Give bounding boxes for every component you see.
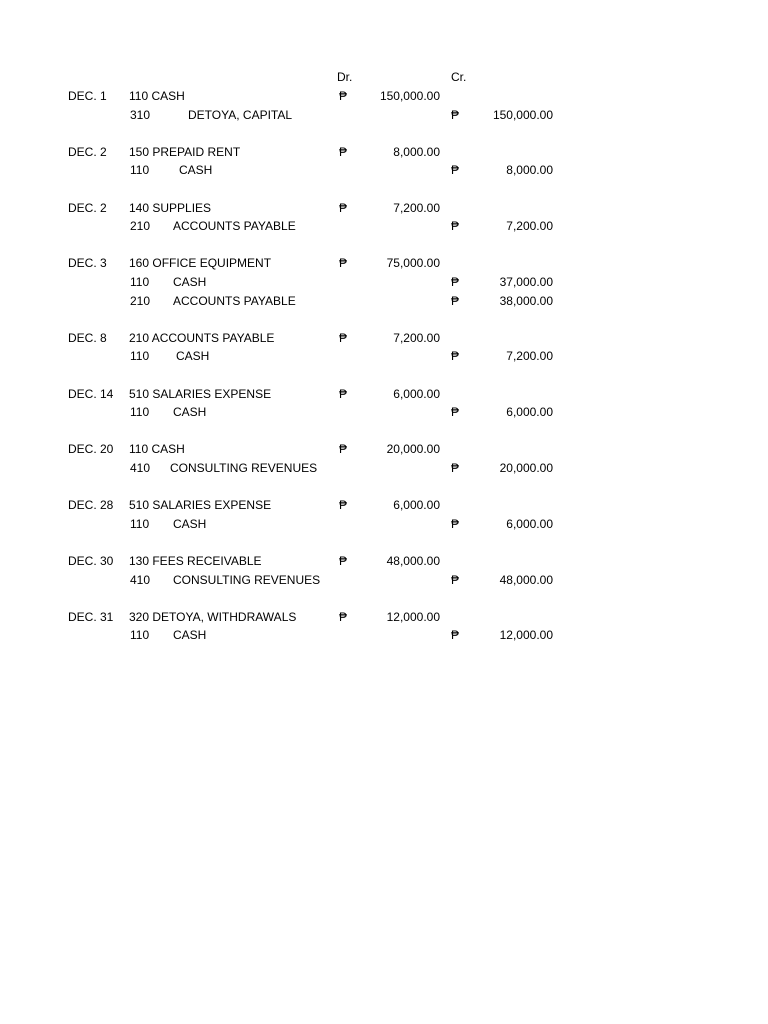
debit-peso-sign: ₱ xyxy=(339,609,348,624)
credit-peso-sign: ₱ xyxy=(451,349,460,364)
credit-account-name: ACCOUNTS PAYABLE xyxy=(173,219,296,234)
credit-peso-sign: ₱ xyxy=(451,516,460,531)
credit-account-name: CASH xyxy=(173,516,207,531)
debit-account: 110 CASH xyxy=(129,89,185,103)
credit-account-code: 110 xyxy=(130,163,150,178)
credit-peso-sign: ₱ xyxy=(451,107,460,122)
debit-account: 320 DETOYA, WITHDRAWALS xyxy=(129,609,297,624)
credit-amount: 8,000.00 xyxy=(506,163,553,178)
debit-amount: 6,000.00 xyxy=(393,498,440,513)
credit-account-name: CONSULTING REVENUES xyxy=(170,461,318,475)
credit-account-name: DETOYA, CAPITAL xyxy=(188,107,293,122)
credit-peso-sign: ₱ xyxy=(451,461,460,475)
debit-amount: 7,200.00 xyxy=(393,200,440,215)
credit-amount: 37,000.00 xyxy=(499,275,553,289)
credit-amount: 6,000.00 xyxy=(506,405,553,420)
credit-account-code: 310 xyxy=(130,107,151,122)
credit-amount: 150,000.00 xyxy=(492,107,553,122)
debit-account: 150 PREPAID RENT xyxy=(129,144,241,159)
debit-amount: 75,000.00 xyxy=(386,256,440,271)
entry-date: DEC. 31 xyxy=(68,609,114,624)
credit-account-name: CASH xyxy=(173,628,207,643)
entry-date: DEC. 30 xyxy=(68,554,114,568)
debit-amount: 7,200.00 xyxy=(393,330,440,345)
credit-account-name: CASH xyxy=(173,405,207,420)
debit-amount: 8,000.00 xyxy=(393,144,440,159)
credit-account-code: 210 xyxy=(130,219,151,234)
debit-amount: 6,000.00 xyxy=(393,386,440,401)
credit-account-code: 410 xyxy=(130,572,151,587)
credit-peso-sign: ₱ xyxy=(451,293,460,308)
debit-amount: 150,000.00 xyxy=(379,89,440,103)
debit-amount: 20,000.00 xyxy=(386,442,440,457)
credit-peso-sign: ₱ xyxy=(451,219,460,234)
credit-amount: 7,200.00 xyxy=(506,219,553,234)
debit-account: 210 ACCOUNTS PAYABLE xyxy=(129,330,275,345)
entry-date: DEC. 14 xyxy=(68,386,114,401)
credit-account-code: 110 xyxy=(130,349,150,364)
credit-header: Cr. xyxy=(451,70,467,84)
entry-date: DEC. 20 xyxy=(68,442,114,457)
credit-peso-sign: ₱ xyxy=(451,628,460,643)
credit-amount: 7,200.00 xyxy=(506,349,553,364)
debit-peso-sign: ₱ xyxy=(339,144,348,159)
credit-peso-sign: ₱ xyxy=(451,163,460,178)
credit-account-name: CASH xyxy=(179,163,213,178)
entry-date: DEC. 3 xyxy=(68,256,107,271)
debit-account: 510 SALARIES EXPENSE xyxy=(129,386,272,401)
credit-amount: 20,000.00 xyxy=(499,461,553,475)
debit-peso-sign: ₱ xyxy=(339,498,348,513)
credit-amount: 48,000.00 xyxy=(499,572,553,587)
credit-amount: 38,000.00 xyxy=(499,293,553,308)
debit-account: 160 OFFICE EQUIPMENT xyxy=(129,256,272,271)
credit-account-code: 110 xyxy=(130,275,150,289)
debit-account: 510 SALARIES EXPENSE xyxy=(129,498,272,513)
entry-date: DEC. 1 xyxy=(68,89,107,103)
debit-account: 130 FEES RECEIVABLE xyxy=(129,554,262,568)
debit-peso-sign: ₱ xyxy=(339,256,348,271)
credit-account-code: 110 xyxy=(130,405,150,420)
debit-peso-sign: ₱ xyxy=(339,386,348,401)
credit-peso-sign: ₱ xyxy=(451,405,460,420)
credit-account-name: CONSULTING REVENUES xyxy=(173,572,321,587)
entry-date: DEC. 2 xyxy=(68,200,107,215)
credit-amount: 6,000.00 xyxy=(506,516,553,531)
debit-peso-sign: ₱ xyxy=(339,330,348,345)
credit-amount: 12,000.00 xyxy=(499,628,553,643)
credit-account-code: 110 xyxy=(130,516,150,531)
credit-account-name: CASH xyxy=(173,275,207,289)
debit-account: 110 CASH xyxy=(129,442,185,457)
debit-header: Dr. xyxy=(337,70,353,84)
debit-account: 140 SUPPLIES xyxy=(129,200,212,215)
debit-amount: 48,000.00 xyxy=(386,554,440,568)
credit-account-code: 210 xyxy=(130,293,151,308)
credit-account-code: 410 xyxy=(130,461,151,475)
debit-amount: 12,000.00 xyxy=(386,609,440,624)
entry-date: DEC. 8 xyxy=(68,330,107,345)
entry-date: DEC. 2 xyxy=(68,144,107,159)
debit-peso-sign: ₱ xyxy=(339,89,348,103)
credit-account-name: CASH xyxy=(176,349,210,364)
credit-peso-sign: ₱ xyxy=(451,275,460,289)
credit-peso-sign: ₱ xyxy=(451,572,460,587)
credit-account-name: ACCOUNTS PAYABLE xyxy=(173,293,296,308)
debit-peso-sign: ₱ xyxy=(339,554,348,568)
debit-peso-sign: ₱ xyxy=(339,200,348,215)
entry-date: DEC. 28 xyxy=(68,498,114,513)
debit-peso-sign: ₱ xyxy=(339,442,348,457)
credit-account-code: 110 xyxy=(130,628,150,643)
